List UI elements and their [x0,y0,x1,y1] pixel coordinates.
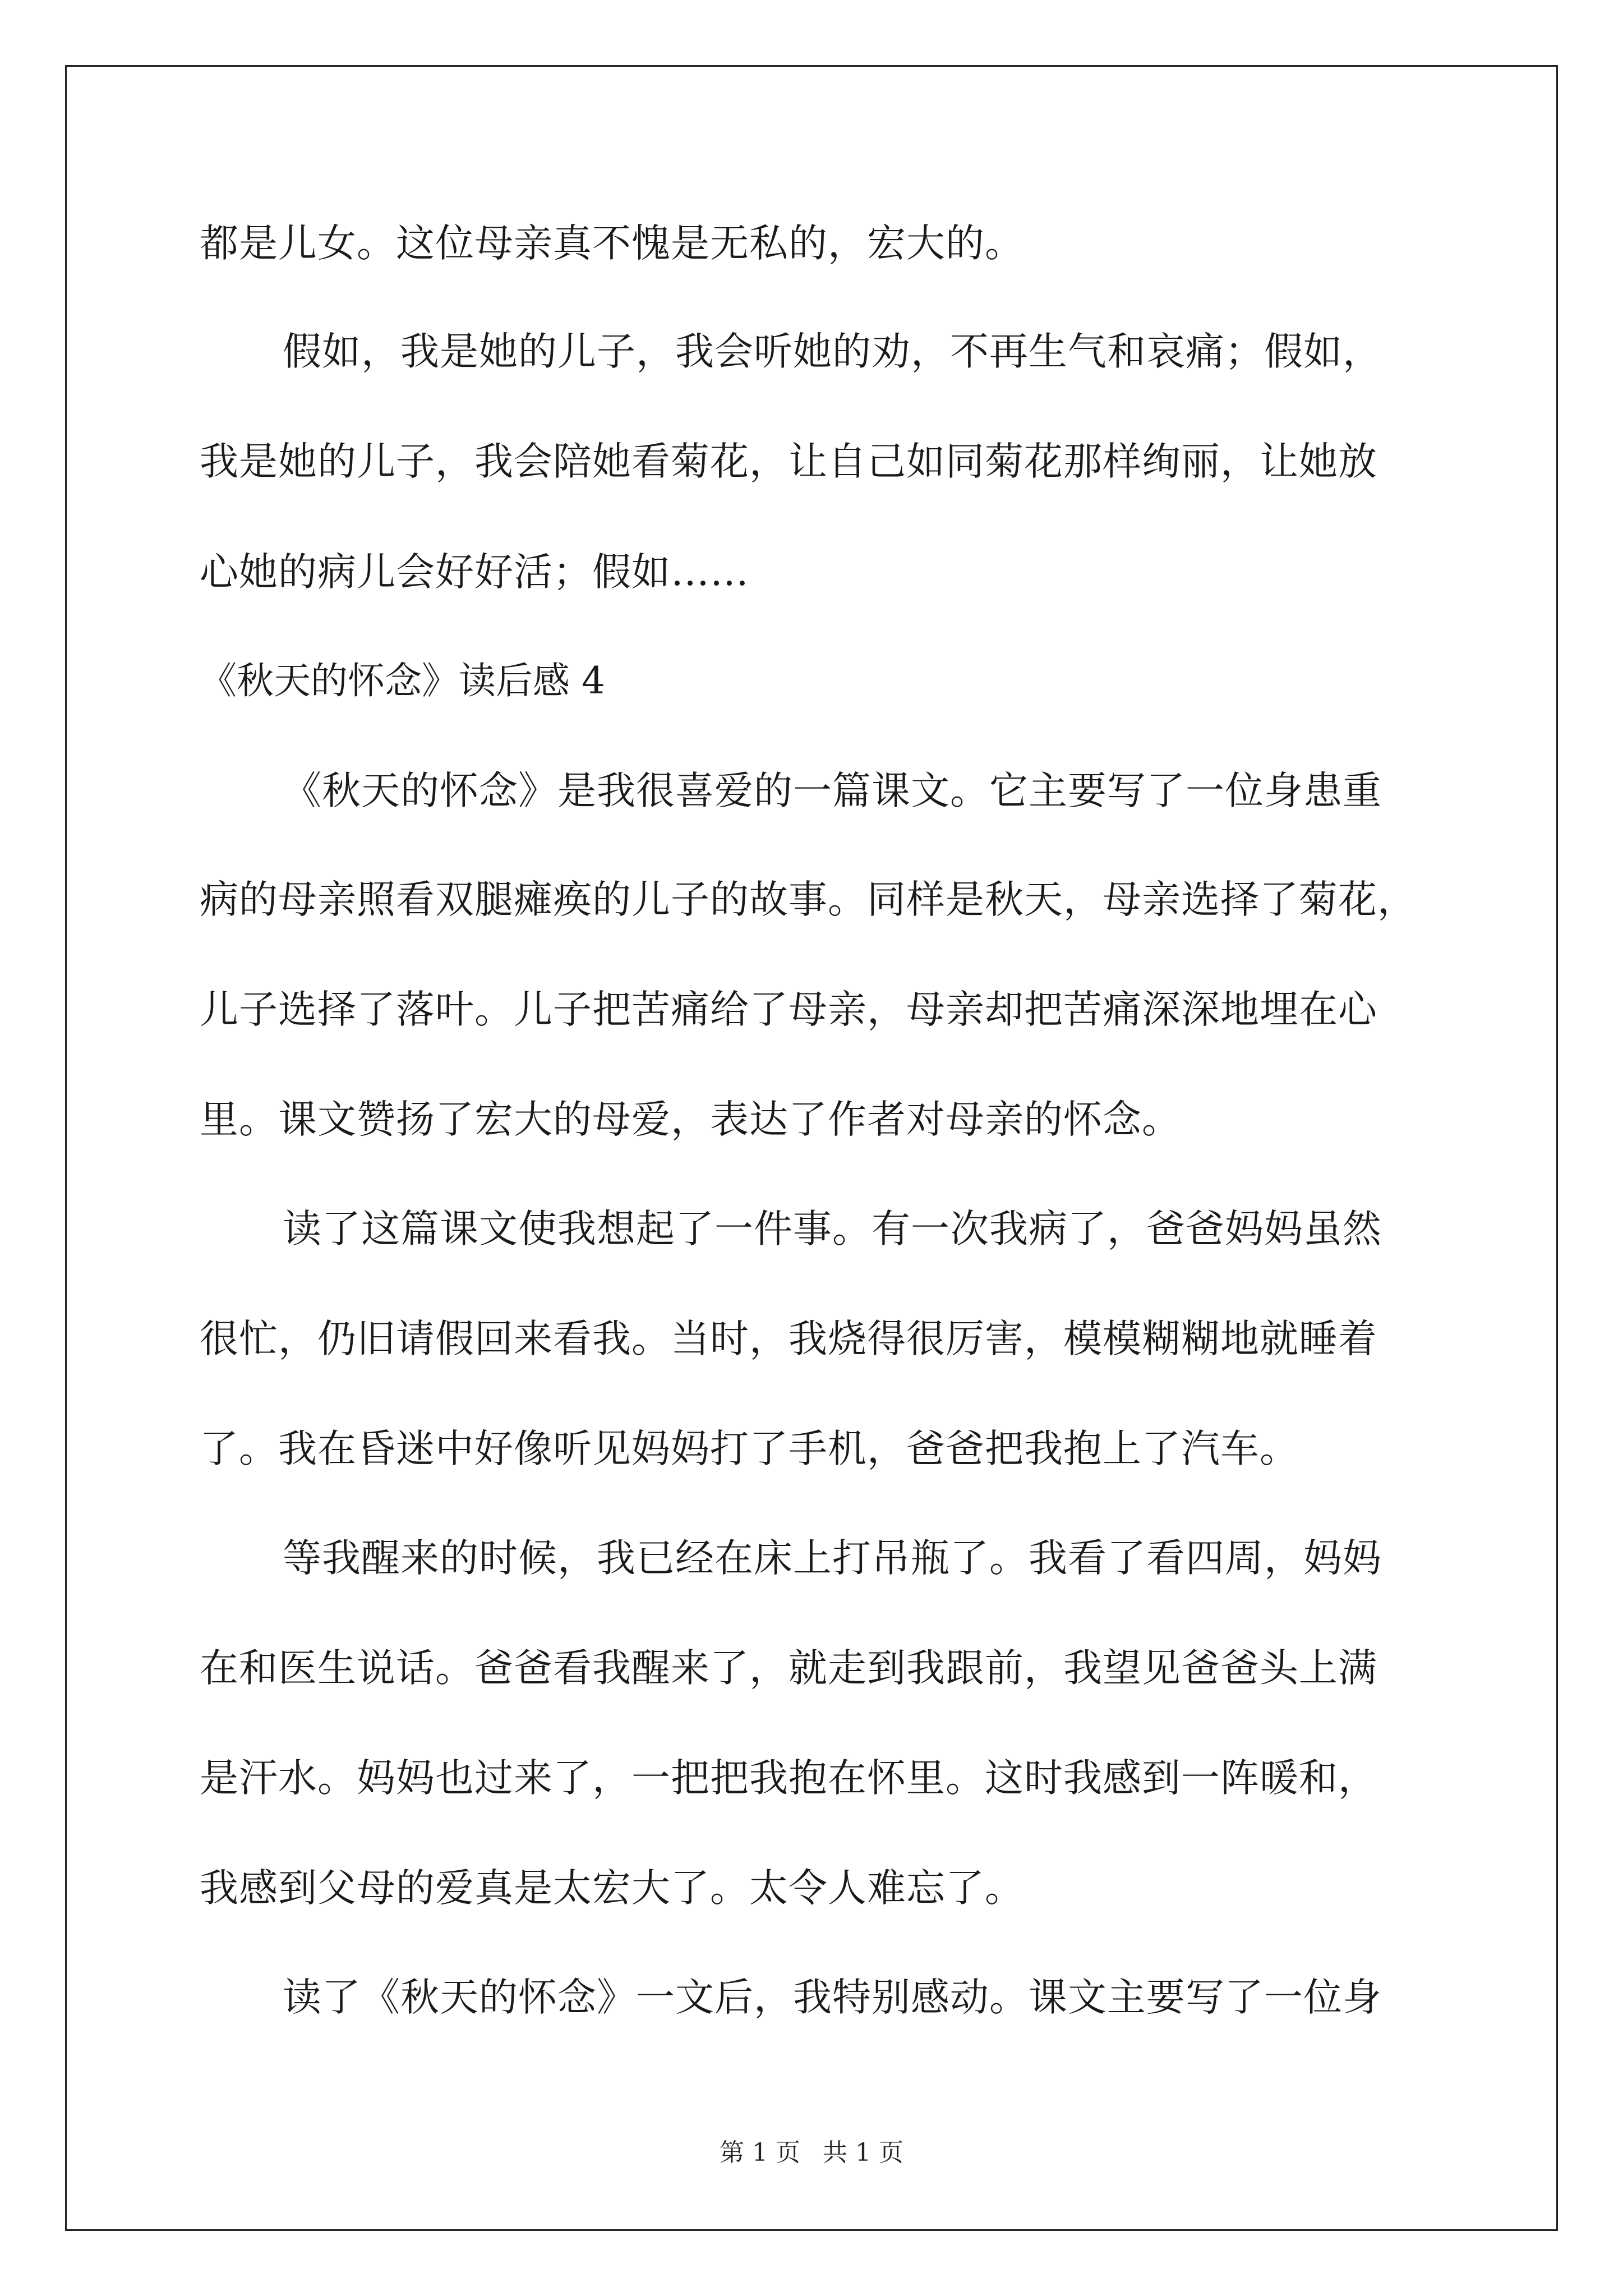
paragraph-line: 在和医生说话。爸爸看我醒来了，就走到我跟前，我望见爸爸头上满 [200,1646,1377,1691]
paragraph-line: 很忙，仍旧请假回来看我。当时，我烧得很厉害，模模糊糊地就睡着 [200,1317,1377,1361]
paragraph-line: 是汗水。妈妈也过来了，一把把我抱在怀里。这时我感到一阵暖和， [200,1756,1377,1801]
paragraph-line: 都是儿女。这位母亲真不愧是无私的，宏大的。 [200,221,1024,266]
paragraph-line: 我感到父母的爱真是太宏大了。太令人难忘了。 [200,1866,1024,1911]
paragraph-line: 等我醒来的时候，我已经在床上打吊瓶了。我看了看四周，妈妈 [283,1536,1382,1581]
paragraph-line: 《秋天的怀念》是我很喜爱的一篇课文。它主要写了一位身患重 [283,769,1382,813]
paragraph-line: 病的母亲照看双腿瘫痪的儿子的故事。同样是秋天，母亲选择了菊花， [200,877,1417,922]
paragraph-line: 读了《秋天的怀念》一文后，我特别感动。课文主要写了一位身 [283,1975,1382,2020]
page-number: 第 1 页 [720,2138,800,2167]
paragraph-line: 里。课文赞扬了宏大的母爱，表达了作者对母亲的怀念。 [200,1097,1181,1142]
paragraph-line: 儿子选择了落叶。儿子把苦痛给了母亲，母亲却把苦痛深深地埋在心 [200,987,1377,1032]
total-pages: 共 1 页 [823,2138,903,2167]
paragraph-line: 了。我在昏迷中好像听见妈妈打了手机，爸爸把我抱上了汽车。 [200,1427,1299,1471]
paragraph-line: 假如，我是她的儿子，我会听她的劝，不再生气和哀痛；假如， [283,329,1382,374]
paragraph-line: 读了这篇课文使我想起了一件事。有一次我病了，爸爸妈妈虽然 [283,1207,1382,1251]
paragraph-line: 心她的病儿会好好活；假如…… [200,550,749,595]
paragraph-line: 我是她的儿子，我会陪她看菊花，让自己如同菊花那样绚丽，让她放 [200,439,1377,484]
page-footer [0,2136,1623,2170]
section-heading: 《秋天的怀念》读后感 4 [200,659,605,702]
